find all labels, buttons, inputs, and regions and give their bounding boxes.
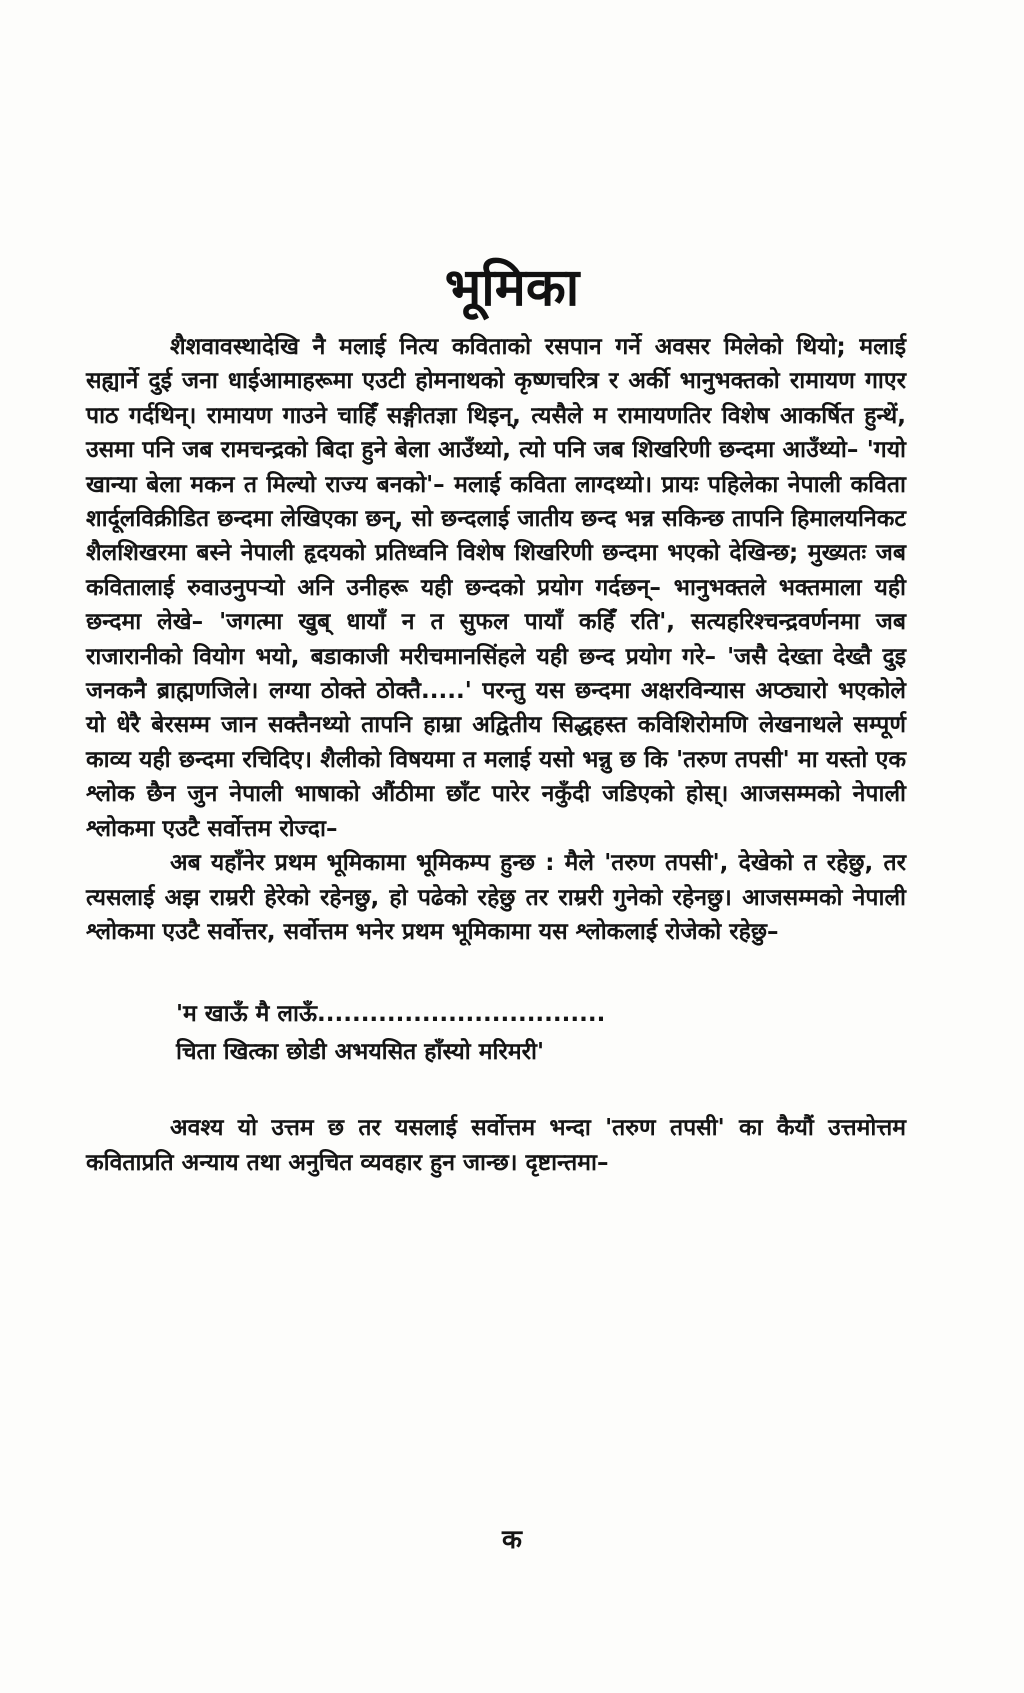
quoted-verse <box>176 995 906 1071</box>
paragraph-1: शैशवावस्थादेखि नै मलाई नित्य कविताको रसपान गर्ने अवसर मिलेको थियो; मलाई सह्यार्ने दुई जना धाईआमाहरूमा एउटी होमनाथको कृष्णचरित्र र अर्की भानुभक्तको रामायण गाएर पाठ गर्दथिन्। रामायण गाउने चाहिँ सङ्गीतज्ञा थिइन्, त्यसैले म रामायणतिर विशेष आकर्षित हुन्थें, उसमा पनि जब रामचन्द्रको बिदा हुने बेला आउँथ्यो, त्यो पनि जब शिखरिणी छन्दमा आउँथ्यो– 'गयो खान्या बेला मकन त मिल्यो राज्य बनको'– मलाई कविता लाग्दथ्यो। प्रायः पहिलेका नेपाली कविता शार्दूलविक्रीडित छन्दमा लेखिएका छन्, सो छन्दलाई जातीय छन्द भन्न सकिन्छ तापनि हिमालयनिकट शैलशिखरमा बस्ने नेपाली हृदयको प्रतिध्वनि विशेष शिखरिणी छन्दमा भएको देखिन्छ; मुख्यतः जब कवितालाई रुवाउनुपर्‍यो अनि उनीहरू यही छन्दको प्रयोग गर्दछन्– भानुभक्तले भक्तमाला यही छन्दमा लेखे– 'जगत्मा खुब् धायाँ न त सुफल पायाँ कहिँ रति', सत्यहरिश्चन्द्रवर्णनमा जब राजारानीको वियोग भयो, बडाकाजी मरीचमानसिंहले यही छन्द प्रयोग गरे– 'जसै देख्ता देख्तै दुइ जनकनै ब्राह्मणजिले। लग्या ठोक्ते ठोक्तै.....' परन्तु यस छन्दमा अक्षरविन्यास अप्ठ्यारो भएकोले यो धेरै बेरसम्म जान सक्तैनथ्यो तापनि हाम्रा अद्वितीय सिद्धहस्त कविशिरोमणि लेखनाथले सम्पूर्ण काव्य यही छन्दमा रचिदिए। शैलीको विषयमा त मलाई यसो भन्नु छ कि 'तरुण तपसी' मा यस्तो एक श्लोक छैन जुन नेपाली भाषाको औंठीमा छाँट पारेर नकुँदी जडिएको होस्। आजसम्मको नेपाली श्लोकमा एउटै सर्वोत्तम रोज्दा– <box>86 334 906 842</box>
verse-line-1: 'म खाऊँ मै लाऊँ................................. <box>176 1001 606 1028</box>
paragraph-3: अवश्य यो उत्तम छ तर यसलाई सर्वोत्तम भन्दा 'तरुण तपसी' का कैयौं उत्तमोत्तम कविताप्रति अन्याय तथा अनुचित व्यवहार हुन जान्छ। दृष्टान्तमा– <box>86 1115 906 1176</box>
body-text <box>86 330 906 1180</box>
page-title: भूमिका <box>444 257 580 318</box>
verse-line-2: चिता खित्का छोडी अभयसित हाँस्यो मरिमरी' <box>176 1039 544 1066</box>
paragraph-2: अब यहाँनेर प्रथम भूमिकामा भूमिकम्प हुन्छ : मैले 'तरुण तपसी', देखेको त रहेछु, तर त्यसलाई अझ राम्ररी हेरेको रहेनछु, हो पढेको रहेछु तर राम्ररी गुनेको रहेनछु। आजसम्मको नेपाली श्लोकमा एउटै सर्वोत्तर, सर्वोत्तम भनेर प्रथम भूमिकामा यस श्लोकलाई रोजेको रहेछु– <box>86 850 906 945</box>
page-number: क <box>502 1525 522 1555</box>
